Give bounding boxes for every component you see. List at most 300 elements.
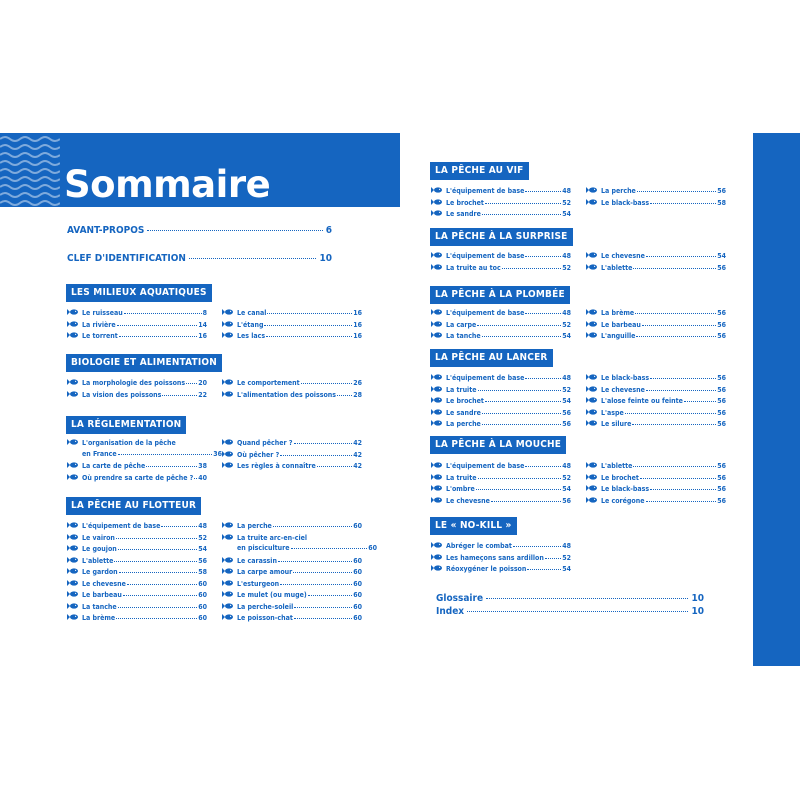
fish-icon — [431, 473, 442, 481]
toc-item[interactable] — [222, 460, 362, 472]
toc-item[interactable] — [431, 307, 571, 319]
dot-leader — [308, 595, 352, 596]
toc-item-page: 8 — [202, 309, 207, 317]
fish-icon — [431, 484, 442, 492]
dot-leader — [491, 501, 561, 502]
toc-item[interactable] — [67, 389, 207, 401]
toc-item[interactable] — [222, 555, 362, 567]
toc-item-page: 60 — [198, 579, 207, 588]
toc-item-label: L'alose feinte ou feinte — [601, 397, 683, 405]
dot-leader — [527, 569, 561, 570]
toc-item-page: 40 — [198, 473, 207, 482]
dot-leader — [650, 203, 716, 204]
dot-leader — [467, 611, 688, 612]
dot-leader — [633, 466, 716, 467]
toc-item[interactable] — [67, 532, 207, 544]
toc-item-label: en France — [82, 449, 117, 458]
toc-item-label: La brème — [82, 614, 116, 622]
toc-item-page: 22 — [198, 390, 207, 399]
toc-item-label: Le canal — [237, 309, 267, 317]
toc-item-page: 48 — [562, 462, 571, 470]
toc-item-page: 52 — [562, 320, 571, 329]
fish-icon — [67, 378, 78, 386]
toc-item[interactable] — [431, 262, 571, 274]
toc-item[interactable] — [67, 612, 207, 624]
section-header[interactable]: LA PÊCHE AU VIF — [430, 162, 529, 180]
toc-item-page: 20 — [198, 379, 207, 387]
toc-item[interactable] — [67, 566, 207, 578]
fish-icon — [586, 473, 597, 481]
dot-leader — [636, 336, 716, 337]
toc-item-page: 56 — [717, 187, 726, 195]
toc-item-label: Abréger le combat — [446, 542, 512, 550]
toc-item[interactable] — [67, 449, 222, 461]
dot-leader — [267, 313, 352, 314]
dot-leader — [116, 618, 197, 619]
toc-item-label: La perche — [601, 187, 636, 195]
toc-item-label: L'esturgeon — [237, 579, 280, 588]
toc-entry-label: AVANT-PROPOS — [67, 225, 145, 236]
toc-item[interactable] — [222, 307, 362, 319]
fish-icon — [67, 579, 78, 587]
toc-item-page: 58 — [198, 568, 207, 576]
toc-item-label: Le chevesne — [601, 385, 645, 394]
toc-item-page: 60 — [368, 544, 377, 552]
toc-item-label: La rivière — [82, 320, 116, 329]
toc-item-label: Le chevesne — [446, 496, 490, 505]
toc-item[interactable] — [67, 307, 207, 319]
dot-leader — [301, 383, 353, 384]
toc-item[interactable] — [222, 319, 362, 331]
dot-leader — [478, 478, 562, 479]
toc-item[interactable] — [431, 384, 571, 396]
toc-item-label: La carpe — [446, 320, 477, 329]
toc-item[interactable] — [67, 520, 207, 532]
toc-item[interactable] — [222, 389, 362, 401]
section-header[interactable]: LA PÊCHE À LA PLOMBÉE — [430, 286, 570, 304]
toc-item-page: 56 — [562, 408, 571, 417]
toc-item[interactable] — [222, 532, 362, 544]
toc-item-page: 56 — [717, 374, 726, 382]
dot-leader — [642, 325, 716, 326]
toc-item[interactable] — [431, 563, 571, 575]
dot-leader — [684, 401, 716, 402]
section-header[interactable]: BIOLOGIE ET ALIMENTATION — [66, 354, 222, 372]
toc-item[interactable] — [586, 384, 726, 396]
dot-leader — [294, 607, 352, 608]
dot-leader — [294, 443, 353, 444]
fish-icon — [431, 396, 442, 404]
toc-item-page: 16 — [353, 309, 362, 317]
section-header[interactable]: LA PÊCHE AU FLOTTEUR — [66, 497, 201, 515]
fish-icon — [67, 567, 78, 575]
dot-leader — [118, 549, 197, 550]
toc-item-page: 60 — [198, 591, 207, 599]
toc-entry-page: 6 — [325, 225, 332, 236]
toc-item-page: 42 — [353, 450, 362, 459]
toc-item-page: 42 — [353, 439, 362, 447]
toc-item[interactable] — [431, 460, 571, 472]
toc-item-label: L'ombre — [446, 485, 475, 493]
toc-item-label: Où prendre sa carte de pêche ? — [82, 473, 194, 482]
toc-item-label: L'équipement de base — [446, 309, 525, 317]
fish-icon — [586, 496, 597, 504]
toc-item[interactable] — [67, 377, 207, 389]
dot-leader — [482, 214, 561, 215]
toc-item-label: L'équipement de base — [446, 374, 525, 382]
toc-item-label: Le black-bass — [601, 485, 650, 493]
dot-leader — [646, 256, 716, 257]
toc-item-page: 54 — [717, 252, 726, 260]
toc-item-label: Le comportement — [237, 379, 300, 387]
toc-item[interactable] — [431, 495, 571, 507]
toc-item[interactable] — [222, 589, 362, 601]
fish-icon — [222, 613, 233, 621]
fish-icon — [586, 251, 597, 259]
dot-leader — [280, 584, 352, 585]
section-header[interactable]: LES MILIEUX AQUATIQUES — [66, 284, 212, 302]
dot-leader — [525, 378, 561, 379]
dot-leader — [625, 413, 717, 414]
toc-item[interactable] — [586, 250, 726, 262]
toc-item-page: 60 — [353, 522, 362, 530]
dot-leader — [119, 336, 197, 337]
fish-icon — [431, 385, 442, 393]
toc-item-page: 16 — [353, 320, 362, 329]
toc-item[interactable] — [431, 483, 571, 495]
toc-item-label: Le brochet — [446, 198, 484, 207]
toc-item[interactable] — [222, 578, 362, 590]
dot-leader — [637, 191, 716, 192]
toc-item[interactable] — [67, 472, 207, 484]
dot-leader — [266, 336, 352, 337]
toc-item[interactable] — [431, 418, 571, 430]
toc-item[interactable] — [431, 208, 571, 220]
fish-icon — [222, 308, 233, 316]
dot-leader — [482, 413, 561, 414]
fish-icon — [67, 556, 78, 564]
toc-item[interactable] — [586, 418, 726, 430]
toc-item-page: 52 — [562, 263, 571, 272]
toc-item-page: 54 — [562, 565, 571, 573]
toc-item-page: 48 — [562, 187, 571, 195]
toc-entry-page: 10 — [691, 606, 704, 617]
toc-item[interactable] — [67, 437, 207, 449]
toc-item-page: 48 — [562, 252, 571, 260]
fish-icon — [222, 390, 233, 398]
section-header[interactable]: LE « NO-KILL » — [430, 517, 517, 535]
fish-icon — [586, 461, 597, 469]
fish-icon — [67, 438, 78, 446]
fish-icon — [431, 320, 442, 328]
toc-item[interactable] — [431, 372, 571, 384]
fish-icon — [586, 186, 597, 194]
fish-icon — [222, 602, 233, 610]
dot-leader — [118, 454, 213, 455]
toc-item-label: La morphologie des poissons — [82, 379, 186, 387]
fish-icon — [222, 590, 233, 598]
toc-item-label: Les hameçons sans ardillon — [446, 553, 544, 562]
dot-leader — [278, 561, 352, 562]
toc-item-page: 56 — [717, 309, 726, 317]
toc-item-page: 56 — [717, 397, 726, 405]
toc-item[interactable] — [431, 250, 571, 262]
toc-item-page: 48 — [562, 309, 571, 317]
fish-icon — [431, 263, 442, 271]
toc-item[interactable] — [222, 566, 362, 578]
toc-item[interactable] — [67, 330, 207, 342]
dot-leader — [117, 325, 198, 326]
toc-item-page: 16 — [198, 332, 207, 340]
toc-item-label: Quand pêcher ? — [237, 439, 293, 447]
dot-leader — [317, 466, 352, 467]
toc-item-page: 26 — [353, 379, 362, 387]
toc-item-label: L'étang — [237, 320, 264, 329]
dot-leader — [525, 313, 561, 314]
toc-item-label: Le chevesne — [82, 579, 126, 588]
toc-item[interactable] — [586, 185, 726, 197]
fish-icon — [222, 438, 233, 446]
fish-icon — [586, 373, 597, 381]
toc-item-label: La perche — [446, 420, 481, 428]
fish-icon — [586, 484, 597, 492]
dot-leader — [476, 489, 562, 490]
fish-icon — [67, 590, 78, 598]
toc-item[interactable] — [431, 197, 571, 209]
toc-item-label: Le sandre — [446, 408, 481, 417]
toc-item[interactable] — [586, 330, 726, 342]
section-header[interactable]: LA PÊCHE À LA MOUCHE — [430, 436, 566, 454]
fish-icon — [431, 419, 442, 427]
toc-item[interactable] — [222, 449, 362, 461]
toc-item[interactable] — [67, 555, 207, 567]
toc-item[interactable] — [67, 460, 207, 472]
toc-item-label: L'anguille — [601, 332, 636, 340]
toc-item[interactable] — [586, 262, 726, 274]
dot-leader — [194, 478, 197, 479]
toc-item-label: La truite — [446, 385, 477, 394]
toc-item-page: 60 — [353, 614, 362, 622]
toc-item-page: 56 — [717, 408, 726, 417]
toc-item[interactable] — [431, 472, 571, 484]
toc-item-label: L'équipement de base — [446, 462, 525, 470]
fish-icon — [67, 331, 78, 339]
fish-icon — [431, 553, 442, 561]
toc-item-label: Le black-bass — [601, 374, 650, 382]
waves-decoration — [0, 133, 60, 207]
toc-item-label: L'ablette — [601, 462, 633, 470]
toc-item-label: Le barbeau — [82, 591, 122, 599]
toc-item-label: L'organisation de la pêche — [82, 439, 176, 447]
section-header[interactable]: LA PÊCHE À LA SURPRISE — [430, 228, 573, 246]
toc-item[interactable] — [67, 578, 207, 590]
toc-item[interactable] — [431, 319, 571, 331]
toc-item[interactable] — [222, 601, 362, 613]
toc-item[interactable] — [586, 372, 726, 384]
toc-item[interactable] — [586, 307, 726, 319]
dot-leader — [502, 268, 562, 269]
toc-item[interactable] — [586, 407, 726, 419]
toc-item-label: Où pêcher ? — [237, 450, 280, 459]
toc-item-label: La perche-soleil — [237, 602, 294, 611]
fish-icon — [586, 408, 597, 416]
toc-item[interactable] — [586, 495, 726, 507]
toc-item-page: 52 — [562, 385, 571, 394]
dot-leader — [114, 561, 197, 562]
fish-icon — [222, 533, 233, 541]
toc-item[interactable] — [222, 520, 362, 532]
toc-item-label: La carte de pêche — [82, 462, 146, 470]
toc-item[interactable] — [431, 330, 571, 342]
toc-item[interactable] — [586, 472, 726, 484]
fish-icon — [67, 533, 78, 541]
section-header[interactable]: LA RÉGLEMENTATION — [66, 416, 186, 434]
toc-item-label: Le silure — [601, 420, 632, 428]
fish-icon — [431, 373, 442, 381]
toc-entry-clef[interactable] — [67, 252, 332, 266]
toc-item[interactable] — [586, 319, 726, 331]
toc-item-page: 36 — [213, 449, 222, 458]
toc-entry-avant-propos[interactable] — [67, 224, 332, 238]
toc-item[interactable] — [586, 395, 726, 407]
fish-icon — [222, 556, 233, 564]
dot-leader — [477, 325, 561, 326]
fish-icon — [431, 461, 442, 469]
toc-item-page: 54 — [562, 397, 571, 405]
fish-icon — [222, 521, 233, 529]
fish-icon — [222, 331, 233, 339]
dot-leader — [482, 424, 561, 425]
toc-item[interactable] — [222, 377, 362, 389]
toc-item-page: 56 — [562, 420, 571, 428]
toc-item-page: 56 — [717, 263, 726, 272]
fish-icon — [431, 186, 442, 194]
fish-icon — [586, 320, 597, 328]
fish-icon — [67, 320, 78, 328]
toc-item-page: 60 — [198, 602, 207, 611]
fish-icon — [431, 496, 442, 504]
fish-icon — [67, 602, 78, 610]
toc-entry-page: 10 — [691, 593, 704, 604]
toc-item-page: 60 — [353, 568, 362, 576]
fish-icon — [431, 331, 442, 339]
toc-item-page: 56 — [717, 332, 726, 340]
toc-item-label: La truite arc-en-ciel — [237, 533, 308, 542]
toc-item-label: La perche — [237, 522, 272, 530]
dot-leader — [162, 395, 197, 396]
toc-item-label: L'aspe — [601, 408, 624, 417]
toc-item[interactable] — [586, 483, 726, 495]
dot-leader — [485, 401, 561, 402]
toc-item-page: 52 — [562, 198, 571, 207]
toc-item[interactable] — [67, 601, 207, 613]
fish-icon — [431, 564, 442, 572]
toc-item[interactable] — [431, 395, 571, 407]
toc-item-page: 48 — [562, 542, 571, 550]
toc-entry-label: Index — [436, 606, 465, 617]
toc-item-label: La brème — [601, 309, 635, 317]
fish-icon — [222, 461, 233, 469]
fish-icon — [222, 450, 233, 458]
toc-item[interactable] — [431, 407, 571, 419]
toc-item-page: 56 — [717, 420, 726, 428]
dot-leader — [478, 390, 562, 391]
toc-item[interactable] — [431, 185, 571, 197]
toc-item-label: Le chevesne — [601, 252, 645, 260]
toc-item[interactable] — [67, 319, 207, 331]
fish-icon — [431, 308, 442, 316]
toc-item-page: 14 — [198, 320, 207, 329]
toc-item-label: La truite — [446, 473, 477, 482]
toc-item-page: 56 — [717, 473, 726, 482]
toc-item-label: Les lacs — [237, 332, 266, 340]
toc-item-page: 56 — [198, 556, 207, 565]
toc-item-label: Le poisson-chat — [237, 614, 293, 622]
toc-item-label: Le gardon — [82, 568, 118, 576]
toc-item[interactable] — [222, 543, 377, 555]
dot-leader — [280, 455, 352, 456]
toc-item[interactable] — [222, 612, 362, 624]
toc-item[interactable] — [222, 437, 362, 449]
toc-entry-index[interactable] — [436, 605, 704, 619]
toc-item-page: 48 — [198, 522, 207, 530]
fish-icon — [67, 308, 78, 316]
dot-leader — [640, 478, 716, 479]
toc-item[interactable] — [67, 543, 207, 555]
toc-entry-page: 10 — [319, 253, 332, 264]
toc-item-page: 52 — [198, 533, 207, 542]
toc-item-page: 56 — [717, 462, 726, 470]
dot-leader — [646, 390, 716, 391]
toc-item-page: 54 — [562, 485, 571, 493]
toc-item[interactable] — [586, 197, 726, 209]
dot-leader — [525, 466, 561, 467]
dot-leader — [161, 526, 197, 527]
toc-item[interactable] — [586, 460, 726, 472]
toc-item-page: 52 — [562, 473, 571, 482]
toc-item[interactable] — [431, 552, 571, 564]
toc-item-label: Le goujon — [82, 545, 117, 553]
fish-icon — [67, 461, 78, 469]
dot-leader — [293, 572, 352, 573]
section-header[interactable]: LA PÊCHE AU LANCER — [430, 349, 553, 367]
dot-leader — [124, 313, 202, 314]
dot-leader — [650, 378, 716, 379]
toc-item-page: 60 — [353, 579, 362, 588]
toc-item-page: 60 — [353, 591, 362, 599]
toc-item-label: en pisciculture — [237, 544, 290, 552]
toc-item[interactable] — [67, 589, 207, 601]
toc-entry-glossaire[interactable] — [436, 592, 704, 606]
toc-item-page: 52 — [562, 553, 571, 562]
fish-icon — [431, 541, 442, 549]
toc-item[interactable] — [431, 540, 571, 552]
toc-item-label: Le carassin — [237, 556, 277, 565]
toc-item-page: 54 — [562, 332, 571, 340]
toc-item[interactable] — [222, 330, 362, 342]
toc-item-page: 60 — [353, 602, 362, 611]
toc-item-label: Le sandre — [446, 210, 481, 218]
toc-item-label: Le brochet — [446, 397, 484, 405]
fish-icon — [431, 198, 442, 206]
toc-item-label: Réoxygéner le poisson — [446, 565, 527, 573]
toc-item-page: 60 — [198, 614, 207, 622]
toc-item-label: Les règles à connaître — [237, 462, 316, 470]
dot-leader — [118, 607, 198, 608]
fish-icon — [586, 198, 597, 206]
right-edge-bar — [753, 133, 800, 666]
fish-icon — [222, 579, 233, 587]
